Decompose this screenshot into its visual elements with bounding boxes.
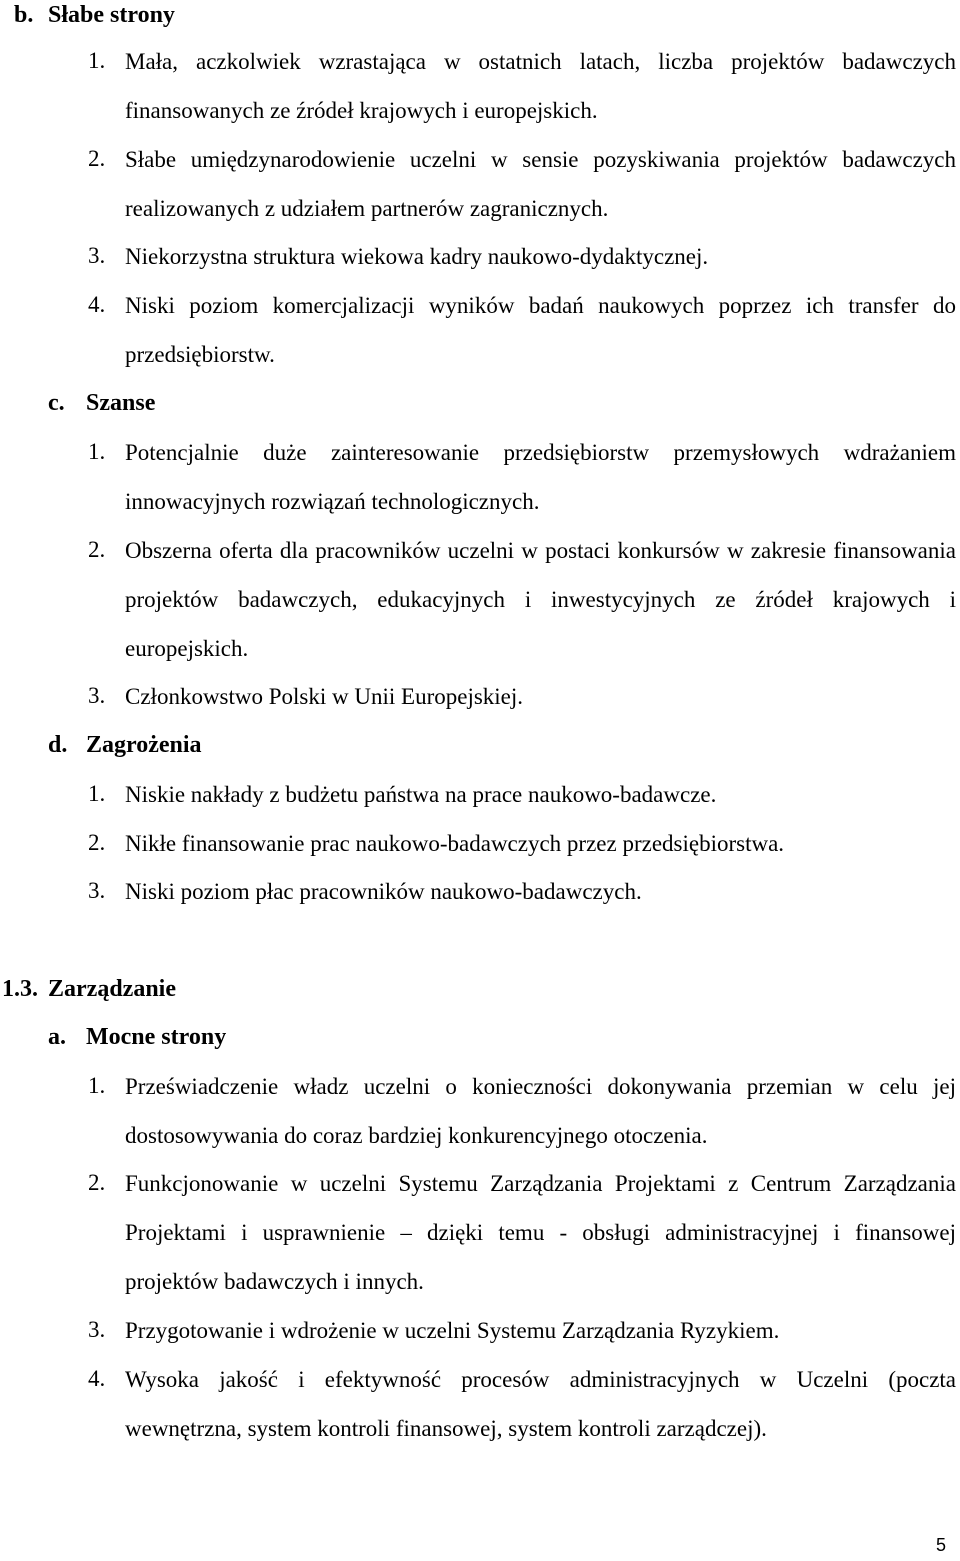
list-item-strength-1 bbox=[88, 1071, 956, 1160]
item-number: 1. bbox=[88, 48, 106, 73]
item-text: Mała, aczkolwiek wzrastająca w ostatnich latach, liczba projektów badawczych finansowanych ze źródeł krajowych i europejskich. bbox=[125, 49, 956, 123]
section-heading-weaknesses bbox=[14, 0, 175, 30]
section-heading-threats bbox=[48, 730, 202, 760]
item-number: 1. bbox=[88, 1073, 106, 1098]
page-number: 5 bbox=[935, 1535, 946, 1555]
item-text: Nikłe finansowanie prac naukowo-badawczych przez przedsiębiorstwa. bbox=[125, 831, 785, 856]
section-mark: 1.3. bbox=[2, 976, 38, 1002]
item-number: 2. bbox=[88, 830, 106, 855]
list-item-opportunity-3 bbox=[88, 681, 956, 721]
item-text: Funkcjonowanie w uczelni Systemu Zarządzania Projektami z Centrum Zarządzania Projektami i usprawnienie – dzięki temu - obsługi administracyjnej i finansowej projektów badawczych i innych. bbox=[125, 1171, 956, 1294]
section-mark: d. bbox=[48, 732, 68, 758]
list-item-weakness-2 bbox=[88, 144, 956, 233]
section-heading-opportunities bbox=[48, 388, 155, 418]
item-text: Przeświadczenie władz uczelni o konieczności dokonywania przemian w celu jej dostosowywania do coraz bardziej konkurencyjnego otoczenia. bbox=[125, 1074, 956, 1148]
item-number: 4. bbox=[88, 1366, 106, 1391]
item-text: Niski poziom komercjalizacji wyników badań naukowych poprzez ich transfer do przedsiębiorstw. bbox=[125, 293, 956, 367]
item-text: Słabe umiędzynarodowienie uczelni w sensie pozyskiwania projektów badawczych realizowanych z udziałem partnerów zagranicznych. bbox=[125, 147, 956, 221]
item-number: 1. bbox=[88, 439, 106, 464]
list-item-opportunity-1 bbox=[88, 437, 956, 526]
item-text: Niskie nakłady z budżetu państwa na prace naukowo-badawcze. bbox=[125, 782, 717, 807]
list-item-threat-1 bbox=[88, 779, 956, 819]
item-number: 2. bbox=[88, 537, 106, 562]
list-item-weakness-1 bbox=[88, 46, 956, 135]
list-item-threat-3 bbox=[88, 876, 956, 916]
item-number: 3. bbox=[88, 683, 106, 708]
item-text: Potencjalnie duże zainteresowanie przedsiębiorstw przemysłowych wdrażaniem innowacyjnych rozwiązań technologicznych. bbox=[125, 440, 956, 514]
section-heading-management bbox=[2, 974, 176, 1004]
item-text: Obszerna oferta dla pracowników uczelni w postaci konkursów w zakresie finansowania projektów badawczych, edukacyjnych i inwestycyjnych ze źródeł krajowych i europejskich. bbox=[125, 538, 956, 661]
item-number: 2. bbox=[88, 146, 106, 171]
item-number: 2. bbox=[88, 1170, 106, 1195]
section-heading-strengths bbox=[48, 1022, 226, 1052]
list-item-strength-3 bbox=[88, 1315, 956, 1355]
section-title: Słabe strony bbox=[48, 2, 175, 28]
section-title: Mocne strony bbox=[86, 1024, 227, 1050]
list-item-strength-4 bbox=[88, 1364, 956, 1453]
item-number: 3. bbox=[88, 1317, 106, 1342]
list-item-weakness-4 bbox=[88, 290, 956, 379]
list-item-weakness-3 bbox=[88, 241, 956, 281]
item-text: Przygotowanie i wdrożenie w uczelni Systemu Zarządzania Ryzykiem. bbox=[125, 1318, 780, 1343]
list-item-strength-2 bbox=[88, 1168, 956, 1306]
item-number: 3. bbox=[88, 243, 106, 268]
section-mark: a. bbox=[48, 1024, 66, 1050]
section-mark: c. bbox=[48, 390, 65, 416]
list-item-threat-2 bbox=[88, 828, 956, 868]
section-title: Zagrożenia bbox=[86, 732, 202, 758]
item-text: Niski poziom płac pracowników naukowo-badawczych. bbox=[125, 879, 642, 904]
item-text: Niekorzystna struktura wiekowa kadry naukowo-dydaktycznej. bbox=[125, 244, 709, 269]
list-item-opportunity-2 bbox=[88, 535, 956, 673]
section-title: Szanse bbox=[86, 390, 156, 416]
item-number: 4. bbox=[88, 292, 106, 317]
item-text: Wysoka jakość i efektywność procesów administracyjnych w Uczelni (poczta wewnętrzna, system kontroli finansowej, system kontroli zarządczej). bbox=[125, 1367, 956, 1441]
item-text: Członkowstwo Polski w Unii Europejskiej. bbox=[125, 684, 524, 709]
section-mark: b. bbox=[14, 2, 34, 28]
section-title: Zarządzanie bbox=[48, 976, 176, 1002]
item-number: 1. bbox=[88, 781, 106, 806]
item-number: 3. bbox=[88, 878, 106, 903]
